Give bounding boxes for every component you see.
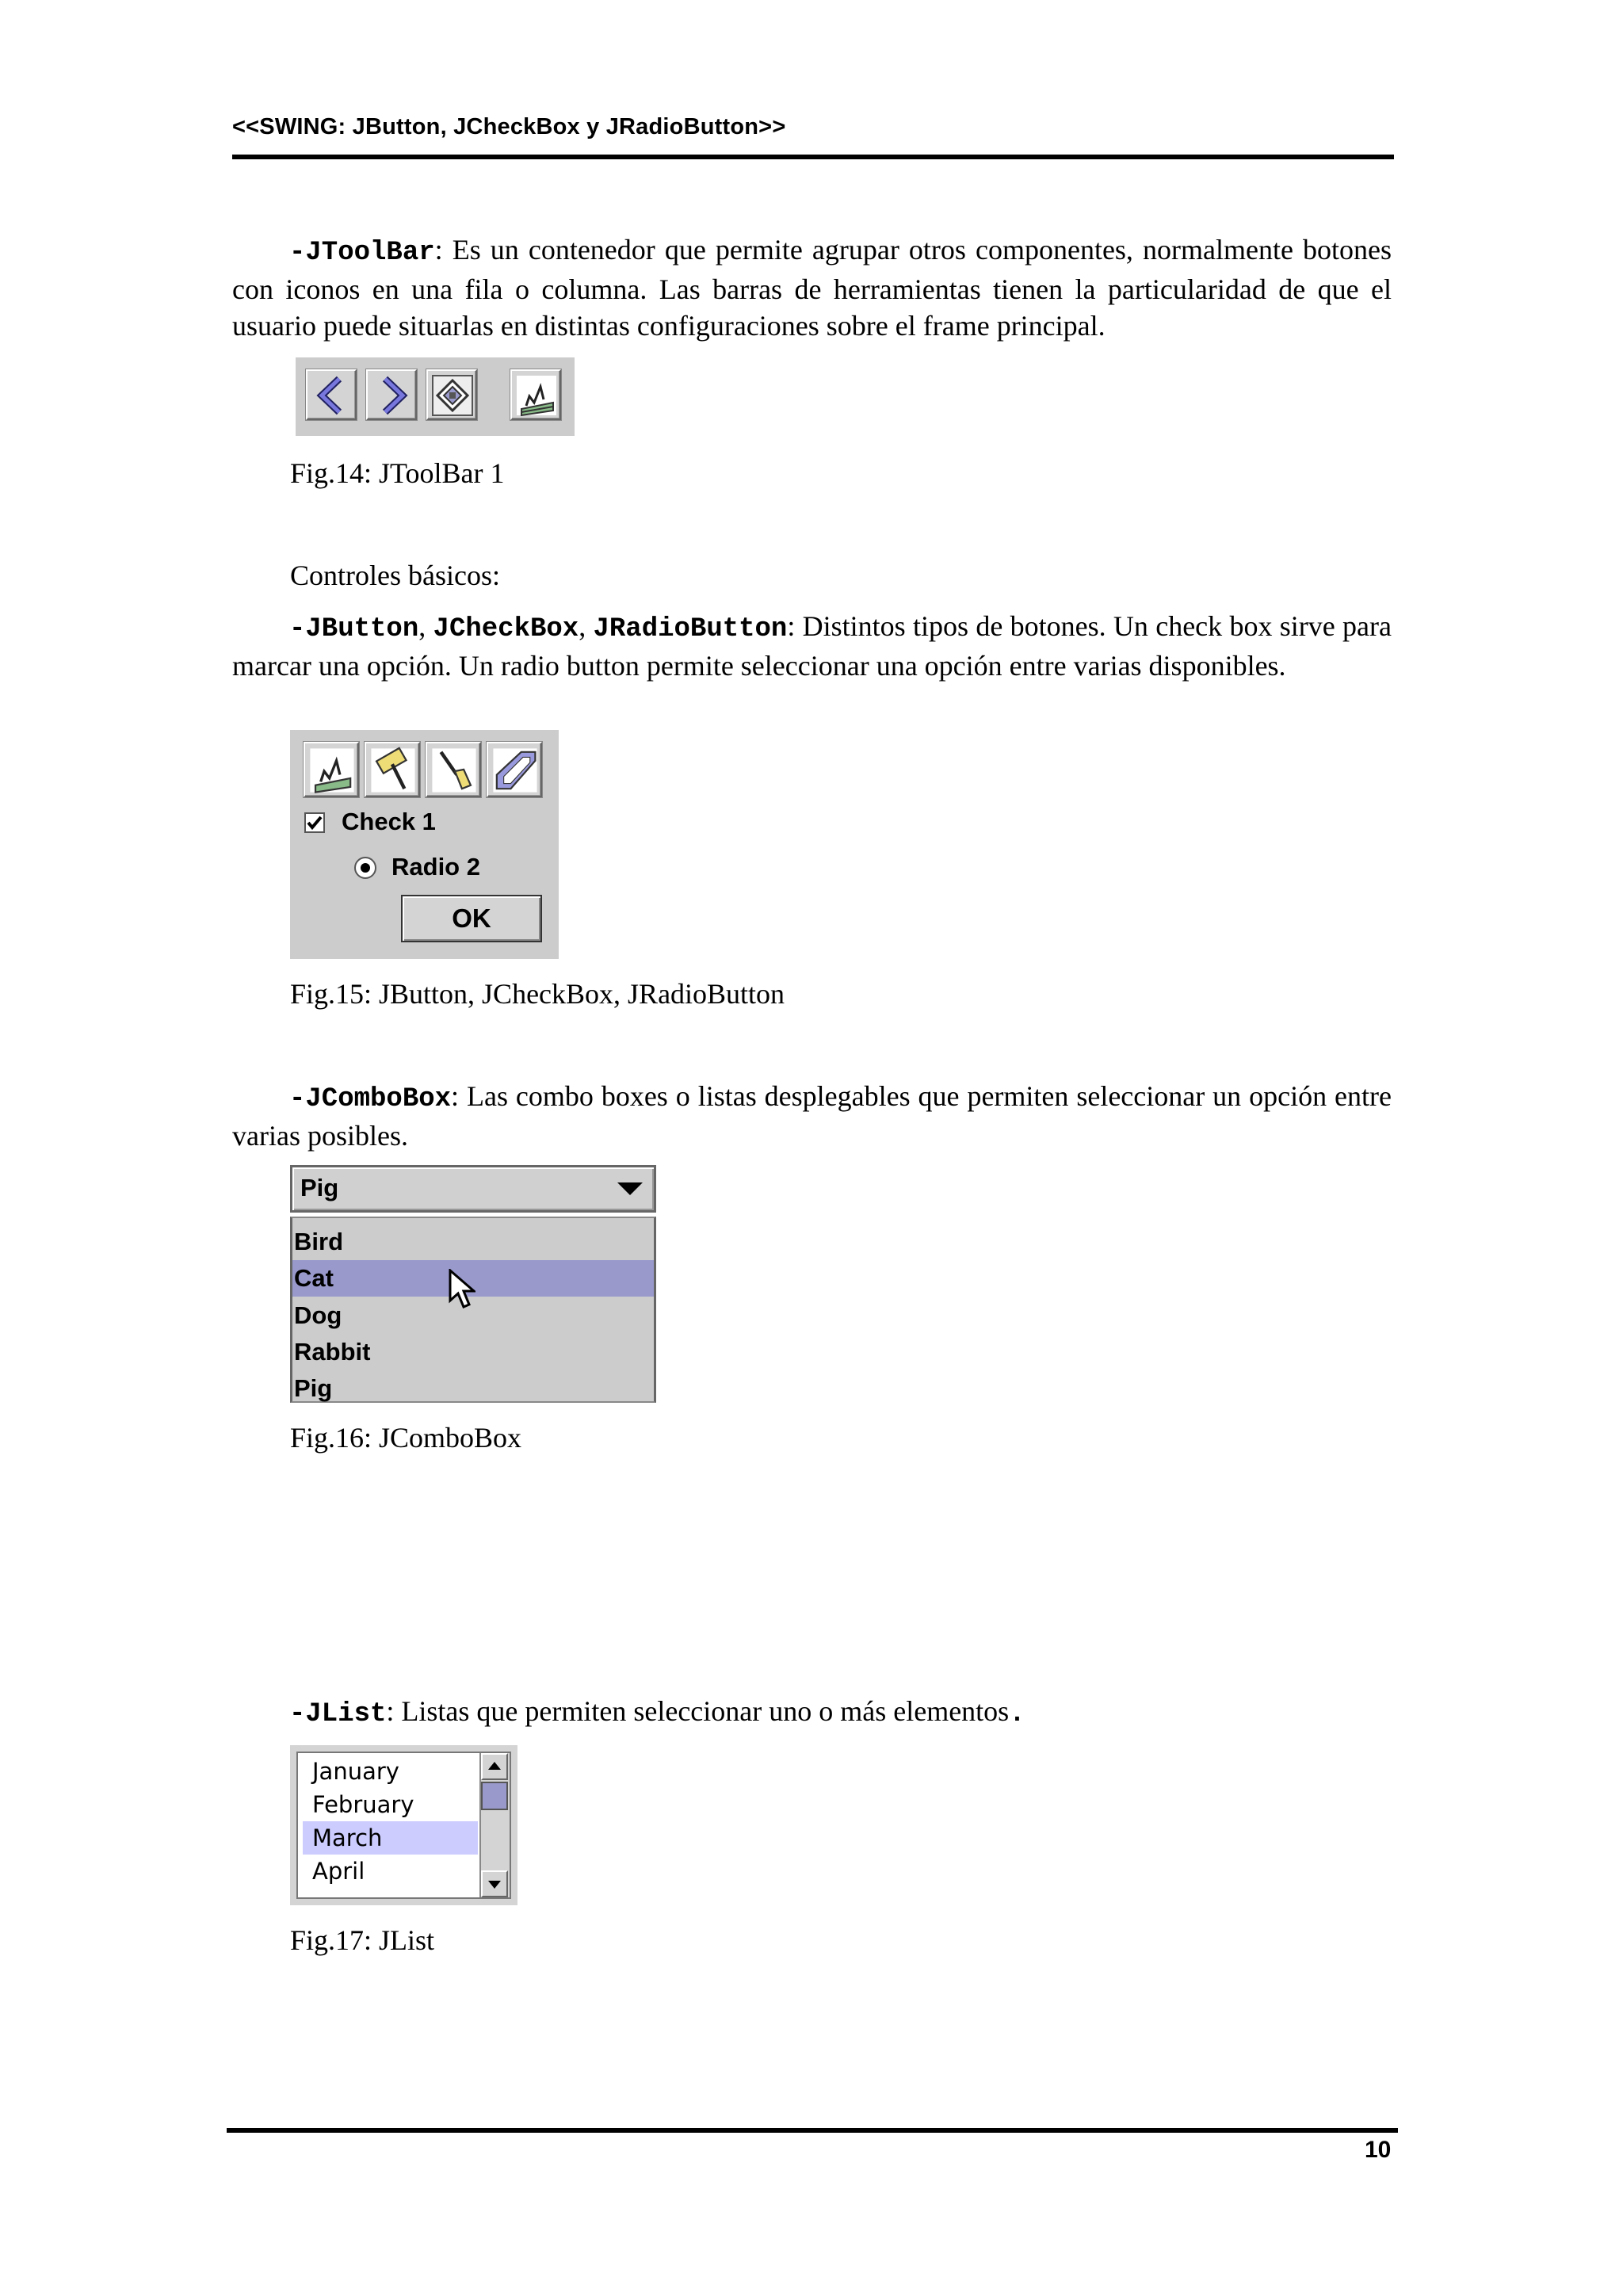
radio2-label: Radio 2: [391, 853, 480, 881]
back-arrow-icon: [309, 372, 355, 418]
toolbar-paragraph: [232, 231, 1392, 344]
radio2-button[interactable]: [354, 857, 376, 879]
sentence-end: .: [1009, 1699, 1025, 1729]
toolbar-description: : Es un contenedor que permite agrupar otros componentes, normalmente botones con iconos en una fila o columna. Las barras de herramientas tienen la particularidad de que el usuario puede situarlas en distintas configuraciones sobre el frame principal.: [232, 234, 1392, 342]
paint-tray-icon: [307, 745, 357, 796]
basic-controls-heading: Controles básicos:: [290, 560, 500, 591]
mouse-cursor-icon: [449, 1269, 475, 1310]
header-rule: [232, 155, 1394, 159]
fig14-caption: Fig.14: JToolBar 1: [290, 457, 505, 489]
buttons-paragraph: [232, 608, 1392, 684]
vertical-scrollbar[interactable]: [479, 1753, 510, 1897]
jlist-description: : Listas que permiten seleccionar uno o más elementos: [386, 1695, 1010, 1727]
jlist-box: [296, 1752, 511, 1899]
combobox-option[interactable]: Rabbit: [294, 1338, 371, 1366]
brush-icon: [429, 745, 479, 796]
combobox-selected-value: Pig: [300, 1174, 339, 1201]
fig16-caption: Fig.16: JComboBox: [290, 1422, 522, 1454]
jradiobutton-term: JRadioButton: [593, 614, 788, 644]
hammer-button[interactable]: [365, 742, 420, 797]
combobox-dropdown-list: [290, 1217, 656, 1403]
combobox-option[interactable]: Dog: [294, 1301, 342, 1329]
forward-arrow-icon: [369, 372, 415, 418]
back-button[interactable]: [306, 369, 357, 420]
forward-button[interactable]: [366, 369, 417, 420]
hammer-icon: [368, 745, 418, 796]
term-separator: ,: [579, 610, 594, 642]
paint-button[interactable]: [304, 742, 359, 797]
scroll-thumb[interactable]: [481, 1782, 508, 1810]
jcombobox-term: -JComboBox: [289, 1084, 452, 1114]
list-item[interactable]: January: [312, 1758, 399, 1785]
scroll-down-button[interactable]: [481, 1870, 508, 1897]
chevron-up-icon: [483, 1755, 506, 1778]
brush-button[interactable]: [426, 742, 481, 797]
fig15-caption: Fig.15: JButton, JCheckBox, JRadioButton: [290, 978, 785, 1010]
combobox-paragraph: [232, 1078, 1392, 1154]
paint-tray-button[interactable]: [510, 369, 561, 420]
buttons-description: : Distintos tipos de botones. Un check box sirve para marcar una opción. Un radio button permite seleccionar una opción entre varias disponibles.: [232, 610, 1392, 682]
paint-tray-icon: [514, 372, 559, 418]
chevron-down-icon: [617, 1182, 643, 1197]
footer-rule: [227, 2128, 1398, 2133]
frame-button[interactable]: [487, 742, 542, 797]
page-header: <<SWING: JButton, JCheckBox y JRadioButton>>: [232, 114, 786, 139]
page-number: 10: [1365, 2137, 1392, 2163]
list-item-selected[interactable]: March: [303, 1821, 478, 1855]
buttons-figure: [290, 730, 559, 959]
jlist-paragraph: [232, 1693, 1392, 1733]
list-item[interactable]: April: [312, 1858, 365, 1885]
term-separator: ,: [418, 610, 433, 642]
list-item[interactable]: February: [312, 1791, 414, 1818]
checkmark-icon: [306, 814, 323, 831]
combobox-description: : Las combo boxes o listas desplegables que permiten seleccionar un opción entre varias posibles.: [232, 1080, 1392, 1152]
jbutton-term: -JButton: [289, 614, 419, 644]
diamond-frame-icon: [430, 372, 475, 418]
check1-checkbox[interactable]: [304, 812, 325, 833]
jlist-figure: [290, 1745, 517, 1905]
picture-frame-icon: [490, 745, 540, 796]
diamond-frame-button[interactable]: [426, 369, 477, 420]
toolbar-term: -JToolBar: [289, 238, 435, 268]
fig17-caption: Fig.17: JList: [290, 1924, 435, 1956]
jlist-term: -JList: [289, 1699, 387, 1729]
ok-button[interactable]: OK: [401, 895, 542, 942]
combobox-option[interactable]: Bird: [294, 1228, 343, 1255]
combobox-field[interactable]: [290, 1165, 656, 1213]
combobox-option-highlighted[interactable]: Cat: [292, 1260, 654, 1297]
jcheckbox-term: JCheckBox: [433, 614, 579, 644]
scroll-up-button[interactable]: [481, 1753, 508, 1780]
check1-label: Check 1: [342, 808, 436, 835]
toolbar-figure: [296, 357, 575, 436]
chevron-down-icon: [483, 1872, 506, 1896]
combobox-option[interactable]: Pig: [294, 1374, 333, 1402]
